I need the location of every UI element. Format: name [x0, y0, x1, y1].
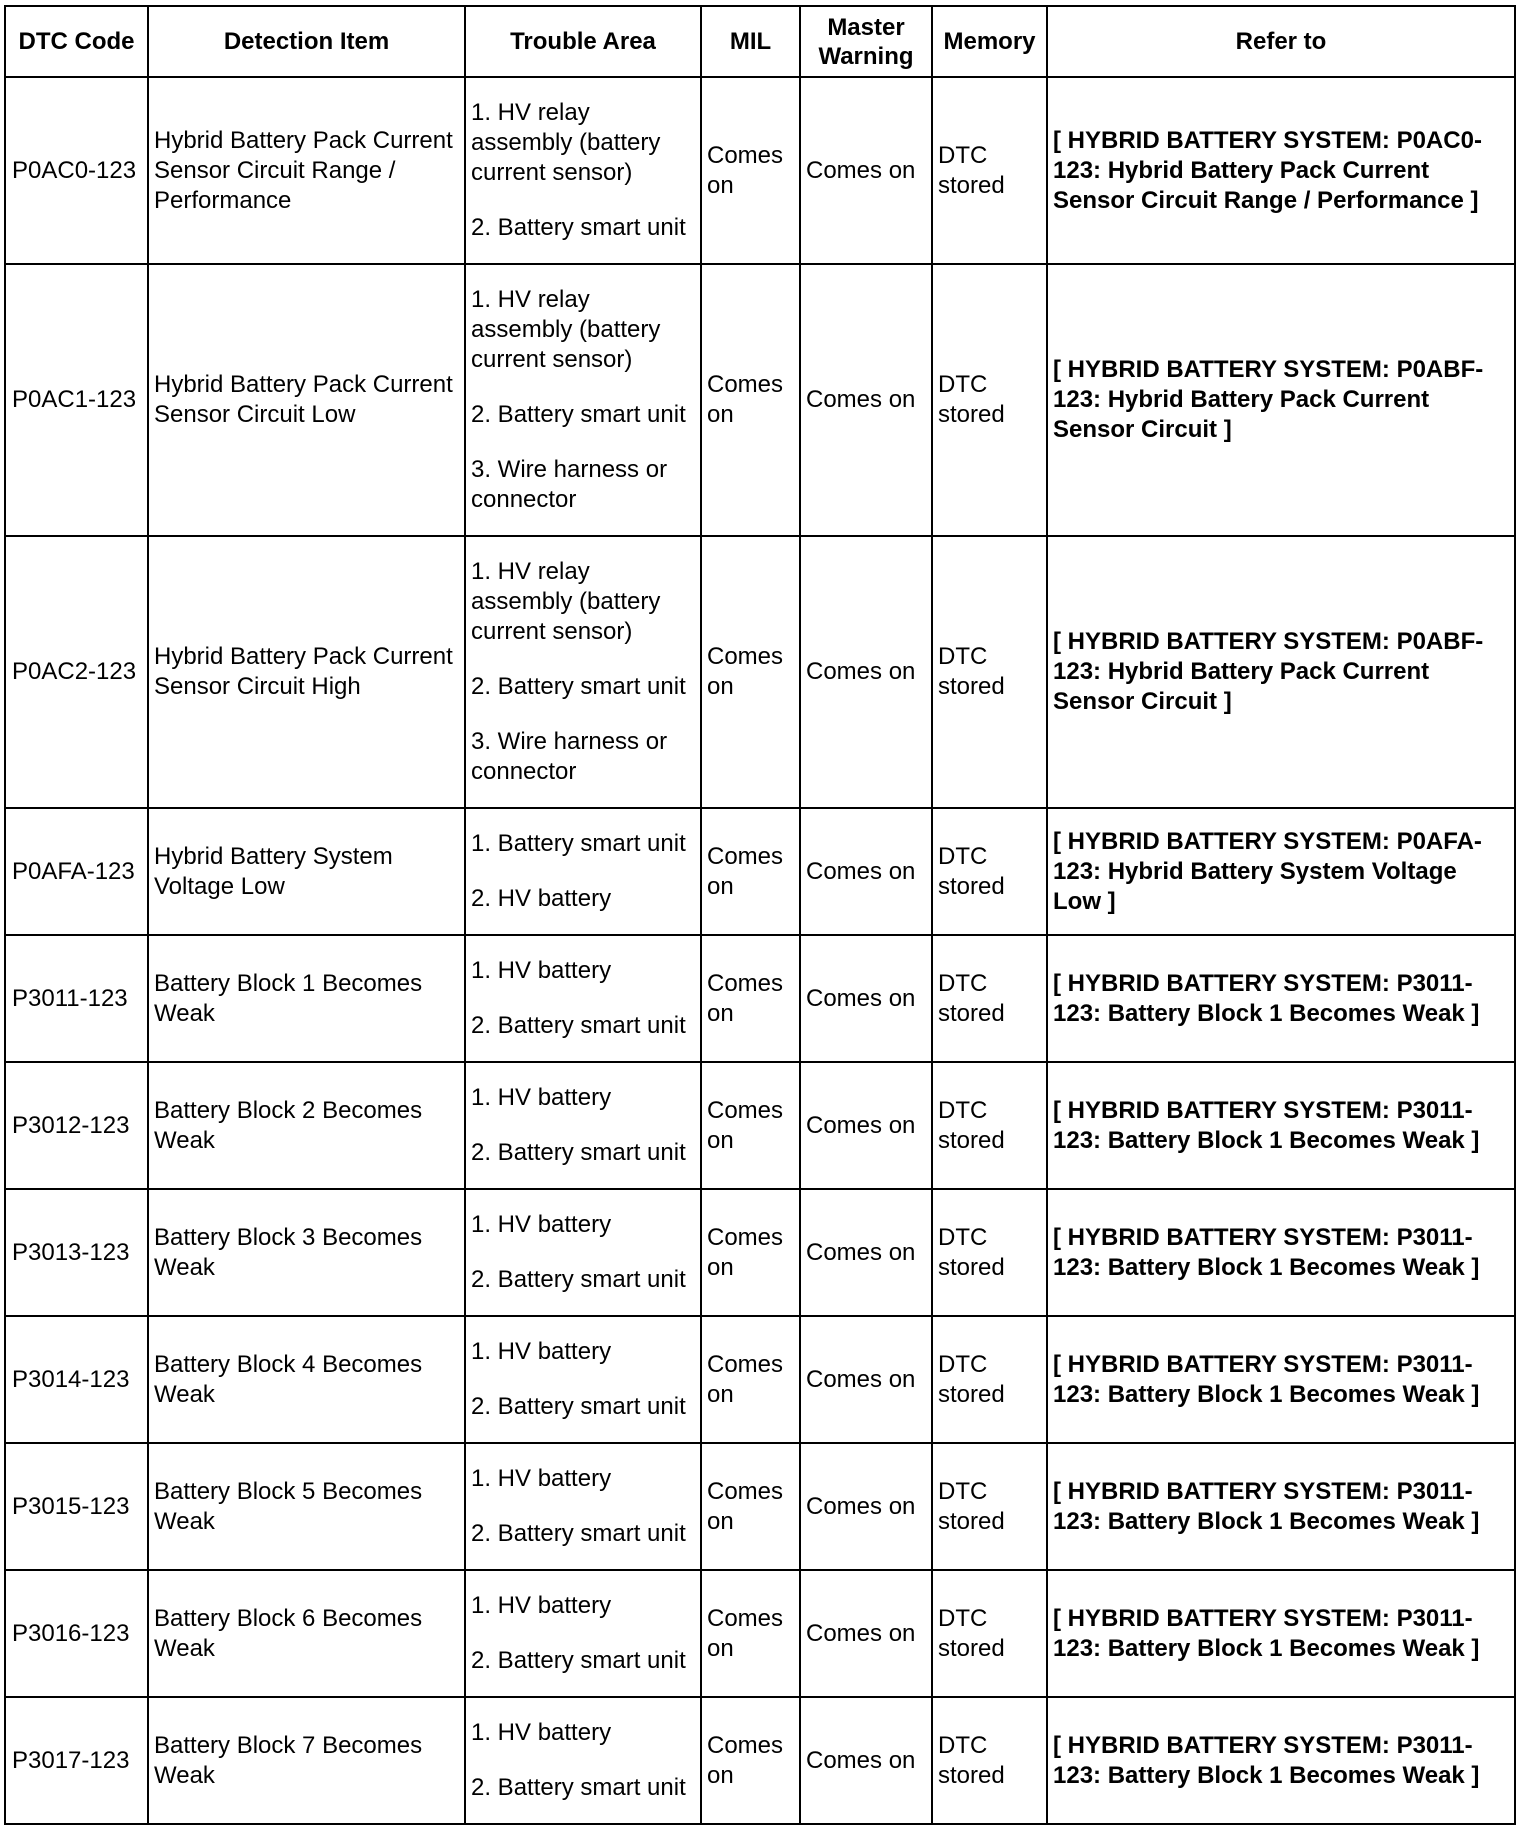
- dtc-code-cell: P0AC2-123: [5, 536, 148, 808]
- trouble-area-cell: [465, 264, 701, 536]
- mil-cell: Comes on: [701, 1062, 800, 1189]
- header-master-warning: Master Warning: [800, 6, 932, 77]
- dtc-table: [4, 5, 1516, 1825]
- mil-cell: Comes on: [701, 264, 800, 536]
- master-warning-cell: Comes on: [800, 935, 932, 1062]
- memory-cell: DTC stored: [932, 808, 1047, 935]
- trouble-area-item: 2. Battery smart unit: [471, 1266, 686, 1293]
- trouble-area-item: 2. Battery smart unit: [471, 1647, 686, 1674]
- trouble-area-item: 1. Battery smart unit: [471, 830, 686, 857]
- memory-cell: DTC stored: [932, 1189, 1047, 1316]
- memory-cell: DTC stored: [932, 935, 1047, 1062]
- table-row: [5, 1062, 1515, 1189]
- dtc-code-cell: P3013-123: [5, 1189, 148, 1316]
- header-memory: Memory: [932, 6, 1047, 77]
- detection-item-cell: Battery Block 5 Becomes Weak: [148, 1443, 465, 1570]
- trouble-area-item: 1. HV relay assembly (battery current sensor): [471, 99, 661, 186]
- trouble-area-cell: [465, 1570, 701, 1697]
- trouble-area-item: 2. Battery smart unit: [471, 1012, 686, 1039]
- detection-item-cell: Hybrid Battery Pack Current Sensor Circuit Range / Performance: [148, 77, 465, 264]
- refer-to-link[interactable]: [ HYBRID BATTERY SYSTEM: P3011-123: Battery Block 1 Becomes Weak ]: [1047, 935, 1515, 1062]
- trouble-area-cell: [465, 77, 701, 264]
- master-warning-cell: Comes on: [800, 1189, 932, 1316]
- table-row: [5, 1443, 1515, 1570]
- refer-to-link[interactable]: [ HYBRID BATTERY SYSTEM: P0AC0-123: Hybrid Battery Pack Current Sensor Circuit Range / Performance ]: [1047, 77, 1515, 264]
- mil-cell: Comes on: [701, 536, 800, 808]
- mil-cell: Comes on: [701, 935, 800, 1062]
- refer-to-link[interactable]: [ HYBRID BATTERY SYSTEM: P3011-123: Battery Block 1 Becomes Weak ]: [1047, 1697, 1515, 1824]
- mil-cell: Comes on: [701, 1697, 800, 1824]
- trouble-area-item: 1. HV battery: [471, 1592, 612, 1619]
- master-warning-cell: Comes on: [800, 77, 932, 264]
- detection-item-cell: Battery Block 7 Becomes Weak: [148, 1697, 465, 1824]
- table-row: [5, 935, 1515, 1062]
- trouble-area-cell: [465, 935, 701, 1062]
- dtc-code-cell: P3015-123: [5, 1443, 148, 1570]
- refer-to-link[interactable]: [ HYBRID BATTERY SYSTEM: P3011-123: Battery Block 1 Becomes Weak ]: [1047, 1062, 1515, 1189]
- detection-item-cell: Battery Block 4 Becomes Weak: [148, 1316, 465, 1443]
- mil-cell: Comes on: [701, 808, 800, 935]
- master-warning-cell: Comes on: [800, 1443, 932, 1570]
- trouble-area-cell: [465, 1316, 701, 1443]
- master-warning-cell: Comes on: [800, 1697, 932, 1824]
- table-row: [5, 1189, 1515, 1316]
- dtc-code-cell: P3014-123: [5, 1316, 148, 1443]
- detection-item-cell: Hybrid Battery System Voltage Low: [148, 808, 465, 935]
- dtc-table-container: [4, 5, 1514, 1825]
- trouble-area-item: 3. Wire harness or connector: [471, 728, 668, 785]
- dtc-code-cell: P0AC1-123: [5, 264, 148, 536]
- master-warning-cell: Comes on: [800, 1316, 932, 1443]
- trouble-area-item: 2. Battery smart unit: [471, 673, 686, 700]
- mil-cell: Comes on: [701, 1189, 800, 1316]
- table-row: [5, 536, 1515, 808]
- refer-to-link[interactable]: [ HYBRID BATTERY SYSTEM: P0ABF-123: Hybrid Battery Pack Current Sensor Circuit ]: [1047, 536, 1515, 808]
- refer-to-link[interactable]: [ HYBRID BATTERY SYSTEM: P3011-123: Battery Block 1 Becomes Weak ]: [1047, 1570, 1515, 1697]
- header-mil: MIL: [701, 6, 800, 77]
- trouble-area-cell: [465, 808, 701, 935]
- memory-cell: DTC stored: [932, 1316, 1047, 1443]
- detection-item-cell: Battery Block 1 Becomes Weak: [148, 935, 465, 1062]
- memory-cell: DTC stored: [932, 264, 1047, 536]
- dtc-code-cell: P3017-123: [5, 1697, 148, 1824]
- dtc-code-cell: P3016-123: [5, 1570, 148, 1697]
- trouble-area-cell: [465, 536, 701, 808]
- memory-cell: DTC stored: [932, 1570, 1047, 1697]
- mil-cell: Comes on: [701, 77, 800, 264]
- mil-cell: Comes on: [701, 1443, 800, 1570]
- trouble-area-cell: [465, 1062, 701, 1189]
- trouble-area-item: 1. HV battery: [471, 1465, 612, 1492]
- trouble-area-cell: [465, 1443, 701, 1570]
- dtc-code-cell: P0AFA-123: [5, 808, 148, 935]
- table-row: [5, 1570, 1515, 1697]
- trouble-area-item: 2. Battery smart unit: [471, 214, 686, 241]
- memory-cell: DTC stored: [932, 77, 1047, 264]
- detection-item-cell: Battery Block 6 Becomes Weak: [148, 1570, 465, 1697]
- trouble-area-cell: [465, 1189, 701, 1316]
- table-row: [5, 77, 1515, 264]
- master-warning-cell: Comes on: [800, 264, 932, 536]
- dtc-code-cell: P0AC0-123: [5, 77, 148, 264]
- master-warning-cell: Comes on: [800, 1570, 932, 1697]
- trouble-area-item: 2. Battery smart unit: [471, 401, 686, 428]
- refer-to-link[interactable]: [ HYBRID BATTERY SYSTEM: P3011-123: Battery Block 1 Becomes Weak ]: [1047, 1316, 1515, 1443]
- refer-to-link[interactable]: [ HYBRID BATTERY SYSTEM: P3011-123: Battery Block 1 Becomes Weak ]: [1047, 1189, 1515, 1316]
- refer-to-link[interactable]: [ HYBRID BATTERY SYSTEM: P0AFA-123: Hybrid Battery System Voltage Low ]: [1047, 808, 1515, 935]
- mil-cell: Comes on: [701, 1316, 800, 1443]
- trouble-area-item: 3. Wire harness or connector: [471, 456, 668, 513]
- header-dtc-code: DTC Code: [5, 6, 148, 77]
- master-warning-cell: Comes on: [800, 808, 932, 935]
- trouble-area-item: 2. Battery smart unit: [471, 1520, 686, 1547]
- header-refer-to: Refer to: [1047, 6, 1515, 77]
- dtc-code-cell: P3011-123: [5, 935, 148, 1062]
- trouble-area-item: 2. HV battery: [471, 885, 612, 912]
- trouble-area-cell: [465, 1697, 701, 1824]
- refer-to-link[interactable]: [ HYBRID BATTERY SYSTEM: P0ABF-123: Hybrid Battery Pack Current Sensor Circuit ]: [1047, 264, 1515, 536]
- detection-item-cell: Hybrid Battery Pack Current Sensor Circuit High: [148, 536, 465, 808]
- header-row: [5, 6, 1515, 77]
- detection-item-cell: Hybrid Battery Pack Current Sensor Circuit Low: [148, 264, 465, 536]
- memory-cell: DTC stored: [932, 1697, 1047, 1824]
- header-detection-item: Detection Item: [148, 6, 465, 77]
- memory-cell: DTC stored: [932, 1062, 1047, 1189]
- trouble-area-item: 1. HV battery: [471, 1719, 612, 1746]
- trouble-area-item: 1. HV battery: [471, 1211, 612, 1238]
- master-warning-cell: Comes on: [800, 1062, 932, 1189]
- trouble-area-item: 1. HV relay assembly (battery current sensor): [471, 286, 661, 373]
- memory-cell: DTC stored: [932, 536, 1047, 808]
- detection-item-cell: Battery Block 2 Becomes Weak: [148, 1062, 465, 1189]
- trouble-area-item: 1. HV battery: [471, 1338, 612, 1365]
- trouble-area-item: 1. HV relay assembly (battery current sensor): [471, 558, 661, 645]
- trouble-area-item: 2. Battery smart unit: [471, 1139, 686, 1166]
- trouble-area-item: 1. HV battery: [471, 957, 612, 984]
- trouble-area-item: 1. HV battery: [471, 1084, 612, 1111]
- dtc-code-cell: P3012-123: [5, 1062, 148, 1189]
- trouble-area-item: 2. Battery smart unit: [471, 1393, 686, 1420]
- table-row: [5, 264, 1515, 536]
- master-warning-cell: Comes on: [800, 536, 932, 808]
- trouble-area-item: 2. Battery smart unit: [471, 1774, 686, 1801]
- mil-cell: Comes on: [701, 1570, 800, 1697]
- refer-to-link[interactable]: [ HYBRID BATTERY SYSTEM: P3011-123: Battery Block 1 Becomes Weak ]: [1047, 1443, 1515, 1570]
- table-row: [5, 1316, 1515, 1443]
- table-row: [5, 808, 1515, 935]
- table-row: [5, 1697, 1515, 1824]
- detection-item-cell: Battery Block 3 Becomes Weak: [148, 1189, 465, 1316]
- memory-cell: DTC stored: [932, 1443, 1047, 1570]
- header-trouble-area: Trouble Area: [465, 6, 701, 77]
